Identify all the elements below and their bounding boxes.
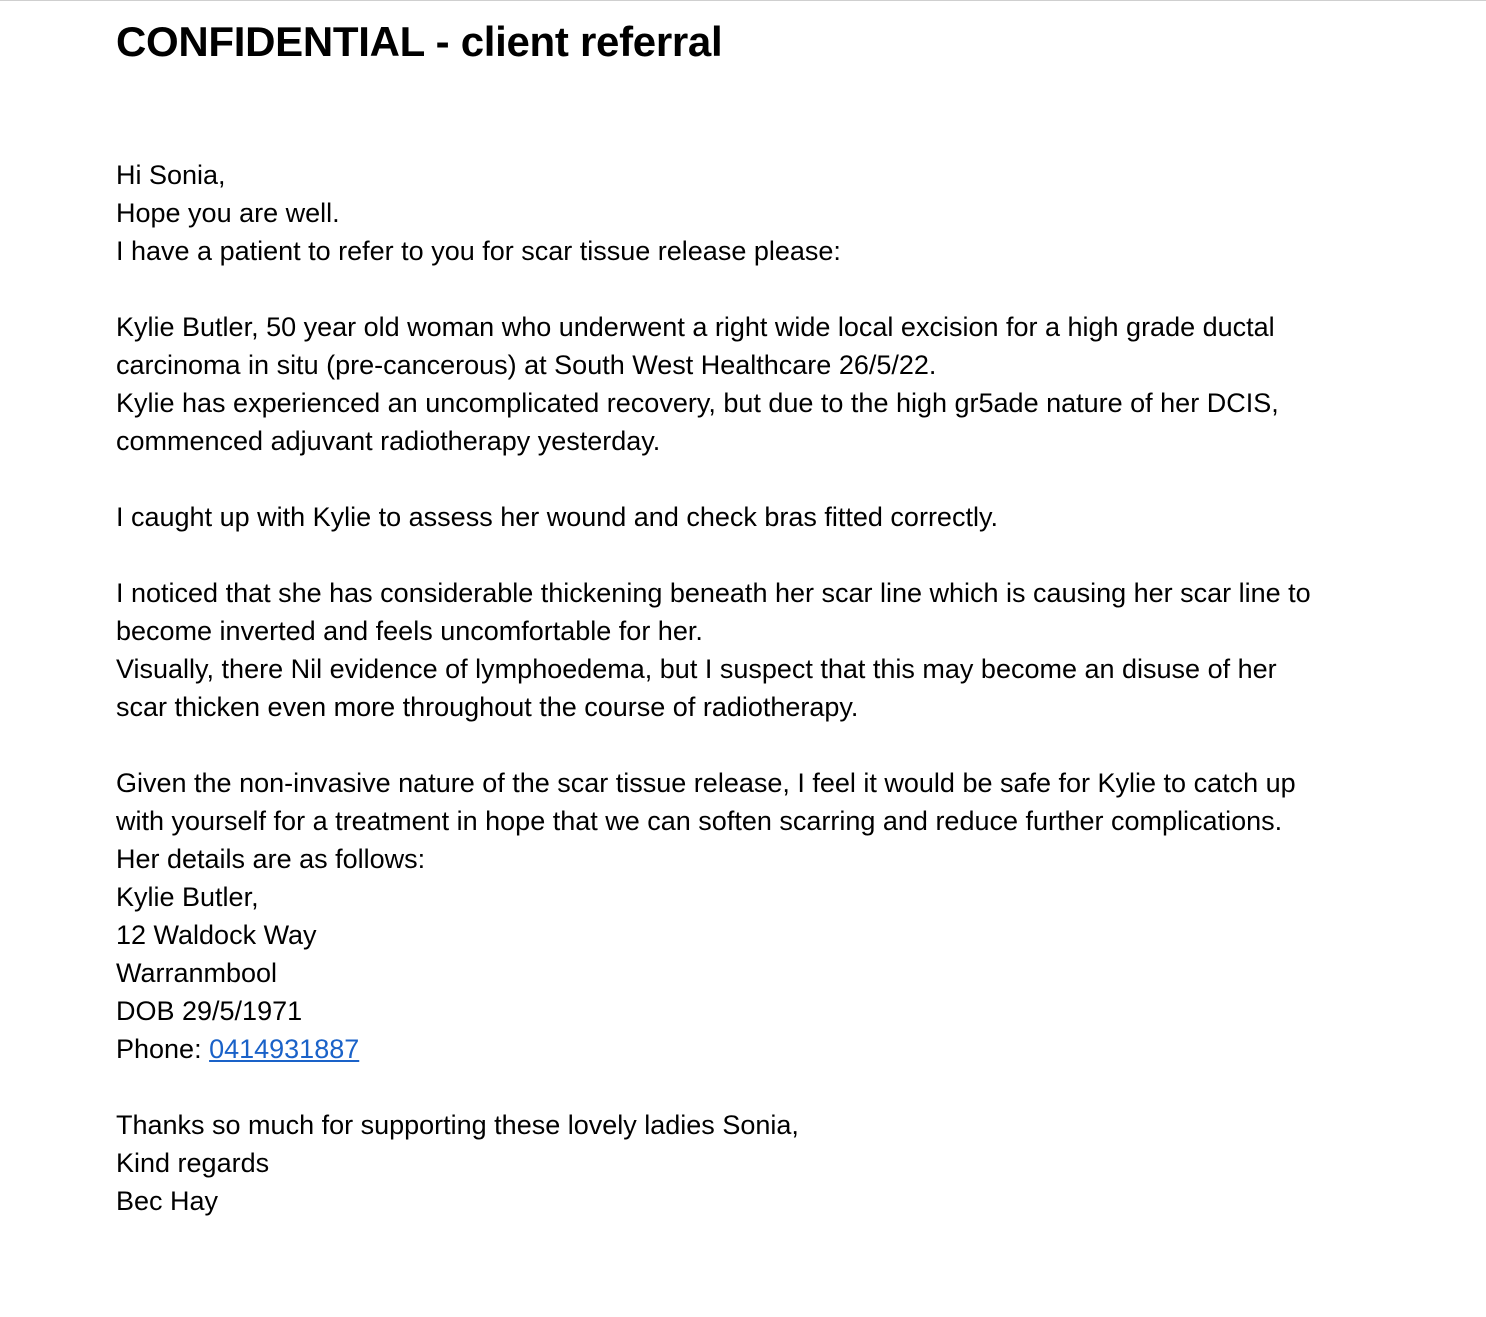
paragraph-line: I noticed that she has considerable thickening beneath her scar line which is causing her scar line to: [116, 578, 1311, 608]
paragraph-gap: [116, 536, 1436, 574]
closing-line: Kind regards: [116, 1148, 270, 1178]
paragraph-line: Kylie Butler, 50 year old woman who underwent a right wide local excision for a high grade ductal: [116, 312, 1275, 342]
patient-dob: DOB 29/5/1971: [116, 996, 303, 1026]
patient-town: Warranmbool: [116, 958, 278, 988]
signature-name: Bec Hay: [116, 1186, 219, 1216]
intro-line: Hope you are well.: [116, 198, 340, 228]
paragraph-line: Her details are as follows:: [116, 844, 426, 874]
paragraph-line: become inverted and feels uncomfortable for her.: [116, 616, 703, 646]
paragraph-line: commenced adjuvant radiotherapy yesterday.: [116, 426, 661, 456]
paragraph-line: carcinoma in situ (pre-cancerous) at South West Healthcare 26/5/22.: [116, 350, 937, 380]
patient-name: Kylie Butler,: [116, 882, 259, 912]
paragraph-gap: [116, 726, 1436, 764]
patient-phone-row: [116, 1030, 1436, 1068]
paragraph-line: Kylie has experienced an uncomplicated recovery, but due to the high gr5ade nature of her DCIS,: [116, 388, 1279, 418]
paragraph-line: Visually, there Nil evidence of lymphoedema, but I suspect that this may become an disuse of her: [116, 654, 1277, 684]
paragraph-gap: [116, 270, 1436, 308]
paragraph-line: I caught up with Kylie to assess her wound and check bras fitted correctly.: [116, 502, 998, 532]
closing-line: Thanks so much for supporting these lovely ladies Sonia,: [116, 1110, 799, 1140]
paragraph-gap: [116, 1068, 1436, 1106]
email-subject: CONFIDENTIAL - client referral: [116, 18, 723, 65]
paragraph-line: scar thicken even more throughout the course of radiotherapy.: [116, 692, 859, 722]
paragraph-gap: [116, 460, 1436, 498]
intro-line: I have a patient to refer to you for scar tissue release please:: [116, 236, 841, 266]
greeting: Hi Sonia,: [116, 160, 226, 190]
paragraph-line: with yourself for a treatment in hope that we can soften scarring and reduce further complications.: [116, 806, 1283, 836]
email-body: [116, 156, 1436, 1220]
patient-street: 12 Waldock Way: [116, 920, 317, 950]
phone-link[interactable]: 0414931887: [209, 1034, 360, 1064]
paragraph-line: Given the non-invasive nature of the scar tissue release, I feel it would be safe for Kylie to catch up: [116, 768, 1296, 798]
phone-label: Phone:: [116, 1034, 210, 1064]
